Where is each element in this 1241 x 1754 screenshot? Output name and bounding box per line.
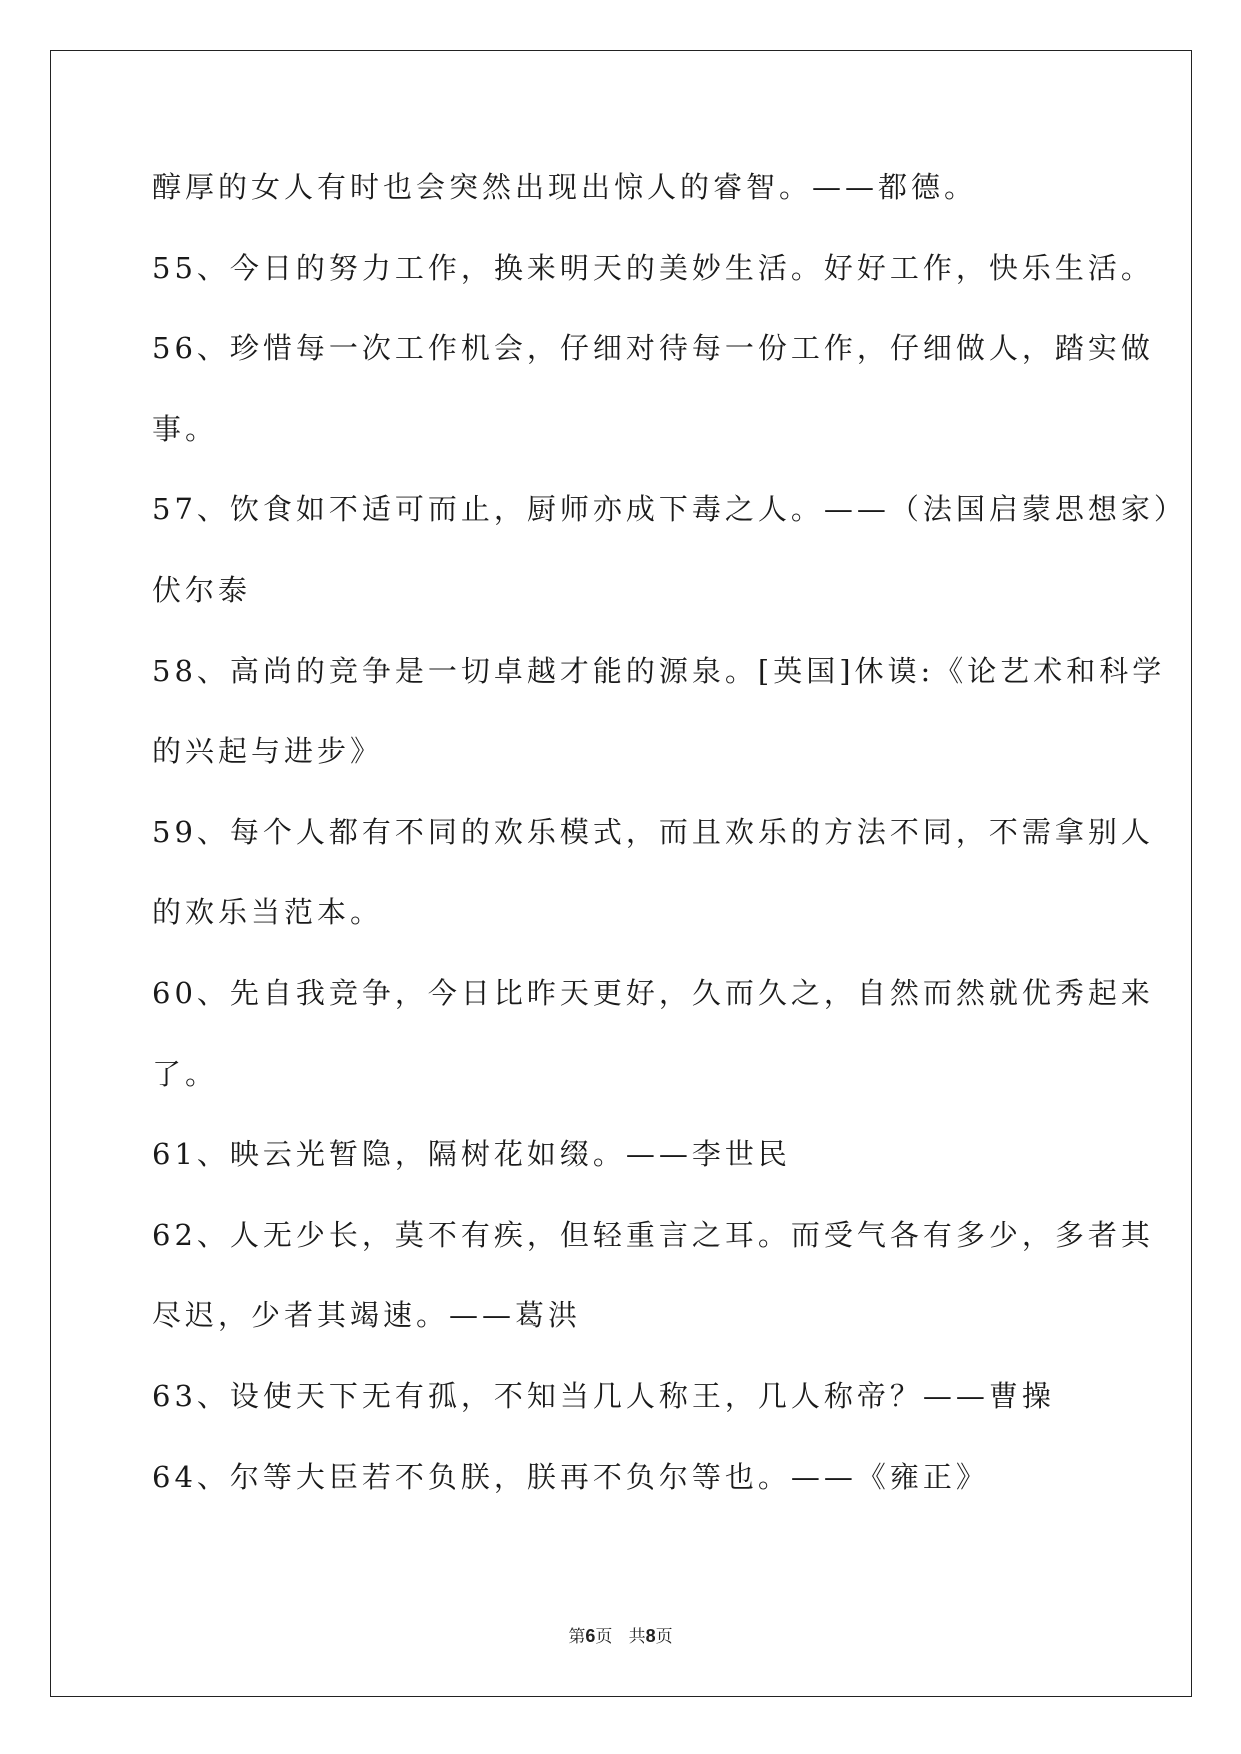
page-total-unit: 页 <box>655 1627 673 1647</box>
text-line: 60、先自我竞争，今日比昨天更好，久而久之，自然而然就优秀起来 <box>152 975 1154 1010</box>
page-number-unit: 页 <box>595 1627 613 1647</box>
text-line: 55、今日的努力工作，换来明天的美妙生活。好好工作，快乐生活。 <box>152 250 1154 285</box>
text-line: 64、尔等大臣若不负朕，朕再不负尔等也。——《雍正》 <box>152 1459 989 1494</box>
text-line: 58、高尚的竞争是一切卓越才能的源泉。[英国]休谟:《论艺术和科学 <box>152 653 1166 688</box>
text-line: 63、设使天下无有孤，不知当几人称王，几人称帝？——曹操 <box>152 1378 1055 1413</box>
text-line: 62、人无少长，莫不有疾，但轻重言之耳。而受气各有多少，多者其 <box>152 1217 1154 1252</box>
page-number-prefix: 第 <box>568 1627 586 1647</box>
document-body <box>152 158 1187 1528</box>
text-line: 的兴起与进步》 <box>152 734 384 769</box>
page-total-count: 8 <box>645 1626 656 1646</box>
text-line: 的欢乐当范本。 <box>152 895 384 930</box>
text-line: 了。 <box>152 1056 219 1091</box>
page-footer <box>0 1624 1241 1649</box>
text-line: 伏尔泰 <box>152 572 252 607</box>
page-number-current: 6 <box>585 1626 596 1646</box>
text-line: 事。 <box>152 411 219 446</box>
text-line: 61、映云光暂隐，隔树花如缀。——李世民 <box>152 1137 791 1172</box>
text-line: 56、珍惜每一次工作机会，仔细对待每一份工作，仔细做人，踏实做 <box>152 331 1154 366</box>
text-line: 醇厚的女人有时也会突然出现出惊人的睿智。——都德。 <box>152 170 978 204</box>
page-total-prefix: 共 <box>628 1627 646 1647</box>
text-line: 尽迟，少者其竭速。——葛洪 <box>152 1298 582 1333</box>
text-line: 57、饮食如不适可而止，厨师亦成下毒之人。——（法国启蒙思想家） <box>152 492 1187 527</box>
text-line: 59、每个人都有不同的欢乐模式，而且欢乐的方法不同，不需拿别人 <box>152 814 1154 849</box>
